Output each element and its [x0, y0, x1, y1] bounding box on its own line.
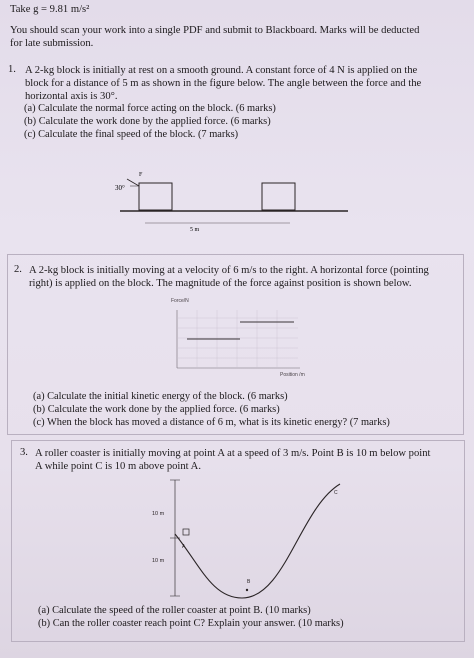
q3-number: 3. — [20, 447, 28, 458]
q1-distance-label: 5 m — [190, 227, 200, 233]
q1-line-1: A 2-kg block is initially at rest on a smooth ground. A constant force of 4 N is applied on the — [25, 65, 418, 76]
gravity-note: Take g = 9.81 m/s² — [10, 4, 90, 15]
q3-part-a: (a) Calculate the speed of the roller coaster at point B. (10 marks) — [38, 605, 311, 616]
q2-line-2: right) is applied on the block. The magnitude of the force against position is shown below. — [29, 278, 412, 289]
q1-part-a: (a) Calculate the normal force acting on the block. (6 marks) — [24, 103, 276, 114]
q2-number: 2. — [14, 264, 22, 275]
q2-line-1: A 2-kg block is initially moving at a velocity of 6 m/s to the right. A horizontal force (pointing — [29, 265, 429, 276]
q1-angle-label: 30° — [115, 184, 125, 192]
q2-ylabel: Force/N — [171, 298, 189, 304]
q3-lower-height: 10 m — [152, 558, 165, 564]
q2-part-a: (a) Calculate the initial kinetic energy of the block. (6 marks) — [33, 391, 288, 402]
instructions-line-1: You should scan your work into a single PDF and submit to Blackboard. Marks will be deducted — [10, 25, 420, 36]
q3-line-1: A roller coaster is initially moving at point A at a speed of 3 m/s. Point B is 10 m below point — [35, 448, 431, 459]
q3-line-2: A while point C is 10 m above point A. — [35, 461, 201, 472]
q3-point-c: C — [334, 490, 338, 496]
q1-line-2: block for a distance of 5 m as shown in the figure below. The angle between the force and the — [25, 78, 422, 89]
q1-force-label: F — [139, 172, 143, 178]
q3-upper-height: 10 m — [152, 511, 165, 517]
q3-part-b: (b) Can the roller coaster reach point C? Explain your answer. (10 marks) — [38, 618, 344, 629]
q1-number: 1. — [8, 64, 16, 75]
q3-point-b: B — [247, 579, 251, 585]
q2-part-b: (b) Calculate the work done by the applied force. (6 marks) — [33, 404, 280, 415]
q2-part-c: (c) When the block has moved a distance of 6 m, what is its kinetic energy? (7 marks) — [33, 417, 390, 428]
q2-xlabel: Position /m — [280, 372, 305, 378]
q1-part-c: (c) Calculate the final speed of the block. (7 marks) — [24, 129, 239, 140]
q3-point-a: A — [182, 544, 186, 550]
instructions-line-2: for late submission. — [10, 38, 94, 49]
q1-part-b: (b) Calculate the work done by the applied force. (6 marks) — [24, 116, 271, 127]
q1-line-3: horizontal axis is 30°. — [25, 91, 118, 102]
